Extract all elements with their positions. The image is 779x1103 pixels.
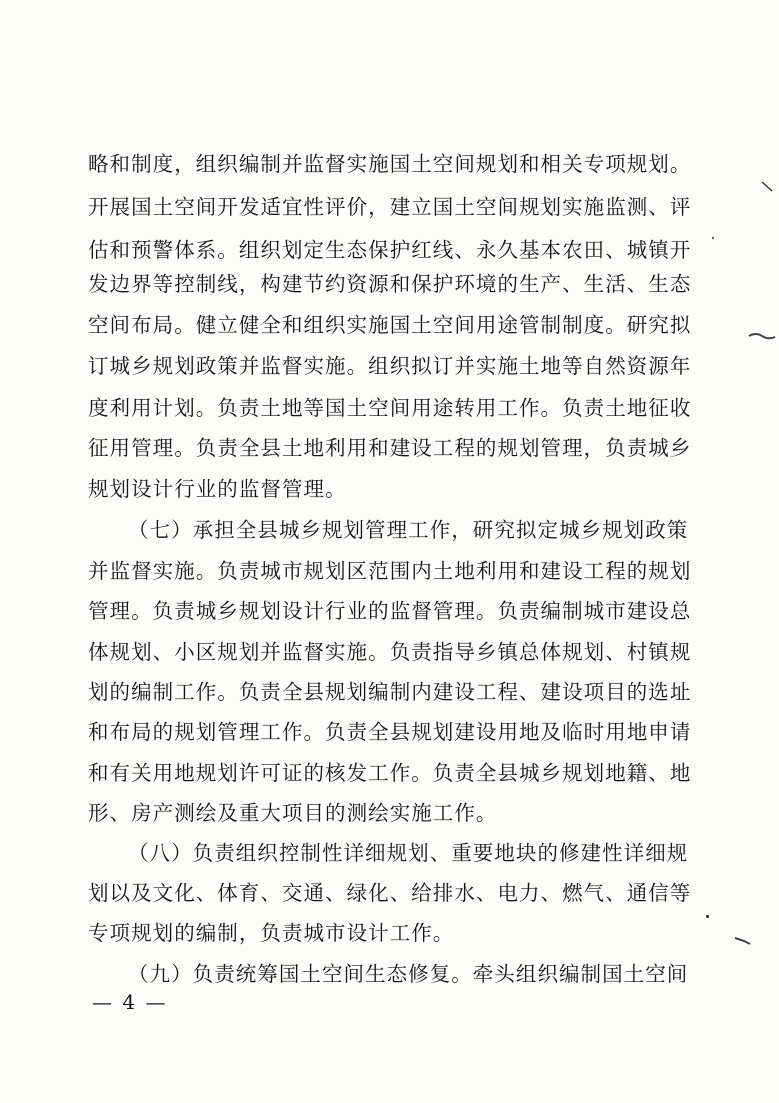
text-line: 并监督实施。负责城市规划区范围内土地利用和建设工程的规划 xyxy=(88,559,692,583)
text-line: 略和制度，组织编制并监督实施国土空间规划和相关专项规划。 xyxy=(88,152,692,176)
page-number: — 4 — xyxy=(92,990,168,1014)
paragraph-9-heading-line: （九）负责统筹国土空间生态修复。牵头组织编制国土空间 xyxy=(128,962,689,986)
text-line: 规划设计行业的监督管理。 xyxy=(88,477,347,501)
scan-mark xyxy=(760,180,774,194)
text-line: 体规划、小区规划并监督实施。负责指导乡镇总体规划、村镇规 xyxy=(88,640,692,664)
text-line: 订城乡规划政策并监督实施。组织拟订并实施土地等自然资源年 xyxy=(88,354,692,378)
text-line: 征用管理。负责全县土地利用和建设工程的规划管理，负责城乡 xyxy=(88,436,692,460)
text-line: 开展国土空间开发适宜性评价，建立国土空间规划实施监测、评 xyxy=(88,195,692,219)
text-line: 度利用计划。负责土地等国土空间用途转用工作。负责土地征收 xyxy=(88,396,692,420)
text-line: 和布局的规划管理工作。负责全县规划建设用地及临时用地申请 xyxy=(88,720,692,744)
scan-speck xyxy=(712,237,714,239)
text-line: 划的编制工作。负责全县规划编制内建设工程、建设项目的选址 xyxy=(88,680,692,704)
text-line: 估和预警体系。组织划定生态保护红线、永久基本农田、城镇开 xyxy=(88,238,692,262)
scan-mark xyxy=(734,935,752,945)
scan-speck xyxy=(706,915,709,918)
text-line: 管理。负责城乡规划设计行业的监督管理。负责编制城市建设总 xyxy=(88,599,692,623)
text-line: 发边界等控制线，构建节约资源和保护环境的生产、生活、生态 xyxy=(88,272,692,296)
scan-mark xyxy=(748,330,776,342)
text-line: 专项规划的编制，负责城市设计工作。 xyxy=(88,921,455,945)
paragraph-7-heading-line: （七）承担全县城乡规划管理工作，研究拟定城乡规划政策 xyxy=(128,518,689,542)
text-line: 和有关用地规划许可证的核发工作。负责全县城乡规划地籍、地 xyxy=(88,761,692,785)
paragraph-8-heading-line: （八）负责组织控制性详细规划、重要地块的修建性详细规 xyxy=(128,841,689,865)
text-line: 形、房产测绘及重大项目的测绘实施工作。 xyxy=(88,801,498,825)
text-line: 划以及文化、体育、交通、绿化、给排水、电力、燃气、通信等 xyxy=(88,881,692,905)
text-line: 空间布局。健立健全和组织实施国土空间用途管制制度。研究拟 xyxy=(88,313,692,337)
